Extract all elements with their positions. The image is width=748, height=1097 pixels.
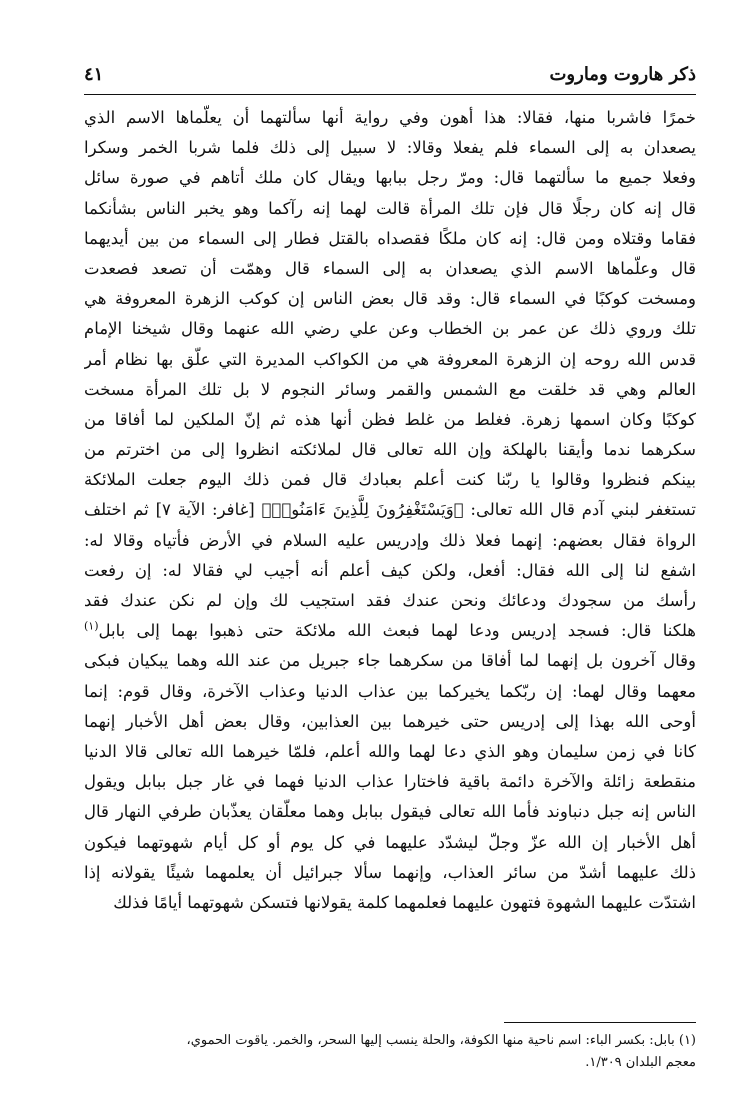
body-line: ومسخت كوكبًا في السماء قال: وقد قال بعض الناس إن كوكب الزهرة المعروفة هي (84, 289, 696, 309)
body-line: قدس الله روحه إن الزهرة المعروفة هي من الكواكب المديرة التي علّق بها نظام أمر (84, 349, 696, 369)
body-line: اشفع لنا إلى الله فقال: أفعل، ولكن كيف أعلم أنه أجيب لي فقالا له: إن رفعت (84, 560, 696, 580)
body-line: أوحى الله بهذا إلى إدريس حتى خيرهما بين العذابين، وقال بعض أهل الأخبار إنهما (84, 711, 696, 731)
body-line: الناس إنه جبل دنباوند فأما الله تعالى فيقول ببابل وهما معلّقان يعذّبان طرفي النهار قال (84, 802, 696, 822)
body-line: وقال آخرون بل إنهما لما أفاقا من سكرهما جاء جبريل من عند الله وهما يبكيان فبكى (84, 651, 696, 671)
running-title: ذكر هاروت وماروت (549, 64, 696, 85)
body-line: أهل الأخبار إن الله عزّ وجلّ ليشدّد عليهما في كل يوم أو كل أيام شهوتهما فيكون (84, 832, 696, 852)
footnote-line: (١) بابل: بكسر الباء: اسم ناحية منها الكوفة، والحلة ينسب إليها السحر، والخمر. ياقوت الحموي، (186, 1033, 696, 1048)
body-line: قال إنه كان رجلًا قال فإن تلك المرأة قالت لهما إنه رآكما وهو يخبر الناس بشأنكما (84, 198, 696, 218)
footnote-line: معجم البلدان ١/٣٠٩. (585, 1055, 696, 1070)
body-line: معهما وقال لهما: إن ربّكما يخيركما بين عذاب الدنيا وعذاب الآخرة، وقال قوم: إنما (84, 681, 696, 701)
page-number: ٤١ (84, 64, 104, 85)
body-text (84, 103, 696, 918)
body-line: خمرًا فاشربا منها، فقالا: هذا أهون وفي رواية أنها سألتهما أن يعلّماها الاسم الذي (84, 108, 696, 127)
body-line: فقاما وقتلاه ومن قال: إنه كان ملكًا فقصداه بالقتل فطار إلى السماء من بين أيديهما (84, 228, 696, 248)
footnote-rule (504, 1022, 696, 1023)
header-rule (84, 94, 696, 95)
body-line: رأسك من سجودك ودعائك ونحن عندك فقد استجيب لك وإن لم نكن عندك فقد (84, 591, 696, 610)
body-line: وفعلا جميع ما سألتهما قال: ومرّ رجل ببابها ويقال كان ملك أتاهم في صورة سائل (84, 168, 696, 188)
footnotes (84, 1030, 696, 1074)
body-line: كوكبًا وكان اسمها زهرة. فغلط من غلط فظن أنها هذه ثم إنّ الملكين لما أفاقا من (84, 409, 696, 429)
body-line: العالم وهي قد خلقت مع الشمس والقمر وسائر النجوم لا بل تلك المرأة مسخت (84, 379, 696, 399)
body-line: سكرهما ندما وأيقنا بالهلكة وإن الله تعالى قال لملائكته انظروا إلى من اخترتم من (84, 440, 696, 460)
page-header (84, 60, 696, 94)
body-line: ذلك عليهما أشدّ من سائر العذاب، وإنهما سألا جبرائيل أن يعلمهما شيئًا يقولانه إذا (84, 862, 696, 882)
body-line: هلكنا قال: فسجد إدريس ودعا لهما فبعث الله ملائكة حتى ذهبوا بهما إلى بابل$^{(١)}$ (84, 619, 696, 641)
body-line: الرواة فقال بعضهم: إنهما فعلا ذلك وإدريس عليه السلام في الأرض فأتياه وقالا له: (84, 530, 696, 550)
body-line: بينكم فنظروا وقالوا يا ربّنا كنت أعلم بعبادك قال فمن ذلك اليوم جعلت الملائكة (84, 470, 696, 490)
body-line: منقطعة زائلة والآخرة دائمة باقية فاختارا عذاب الدنيا فهما في غار جبل ببابل ويقول (84, 772, 696, 792)
body-line: كانا في زمن سليمان وهو الذي دعا لهما والله أعلم، فلمّا خيرهما الله تعالى قالا الدنيا (84, 741, 696, 761)
body-line: قال وعلّماها الاسم الذي يصعدان به إلى السماء قال وهمّت أن تصعد فصعدت (84, 258, 696, 278)
body-line: تستغفر لبني آدم قال الله تعالى: ﴿وَيَسْتَغْفِرُونَ لِلَّذِينَ ءَامَنُوا۟﴾ [غافر: الآية ٧] ثم اختلف (84, 500, 696, 520)
footnote-marker: (١) (84, 619, 99, 633)
body-line: تلك وروي ذلك عن عمر بن الخطاب وعن علي رضي الله عنهما وقال شيخنا الإمام (84, 319, 696, 339)
body-line: اشتدّت عليهما الشهوة فتهون عليهما فعلمهما كلمة يقولانها فتسكن شهوتهما أيامًا فذلك (113, 892, 696, 912)
body-line: يصعدان به إلى السماء فلم يفعلا وقالا: لا سبيل إلى ذلك فلما شربا الخمر وسكرا (84, 138, 696, 158)
